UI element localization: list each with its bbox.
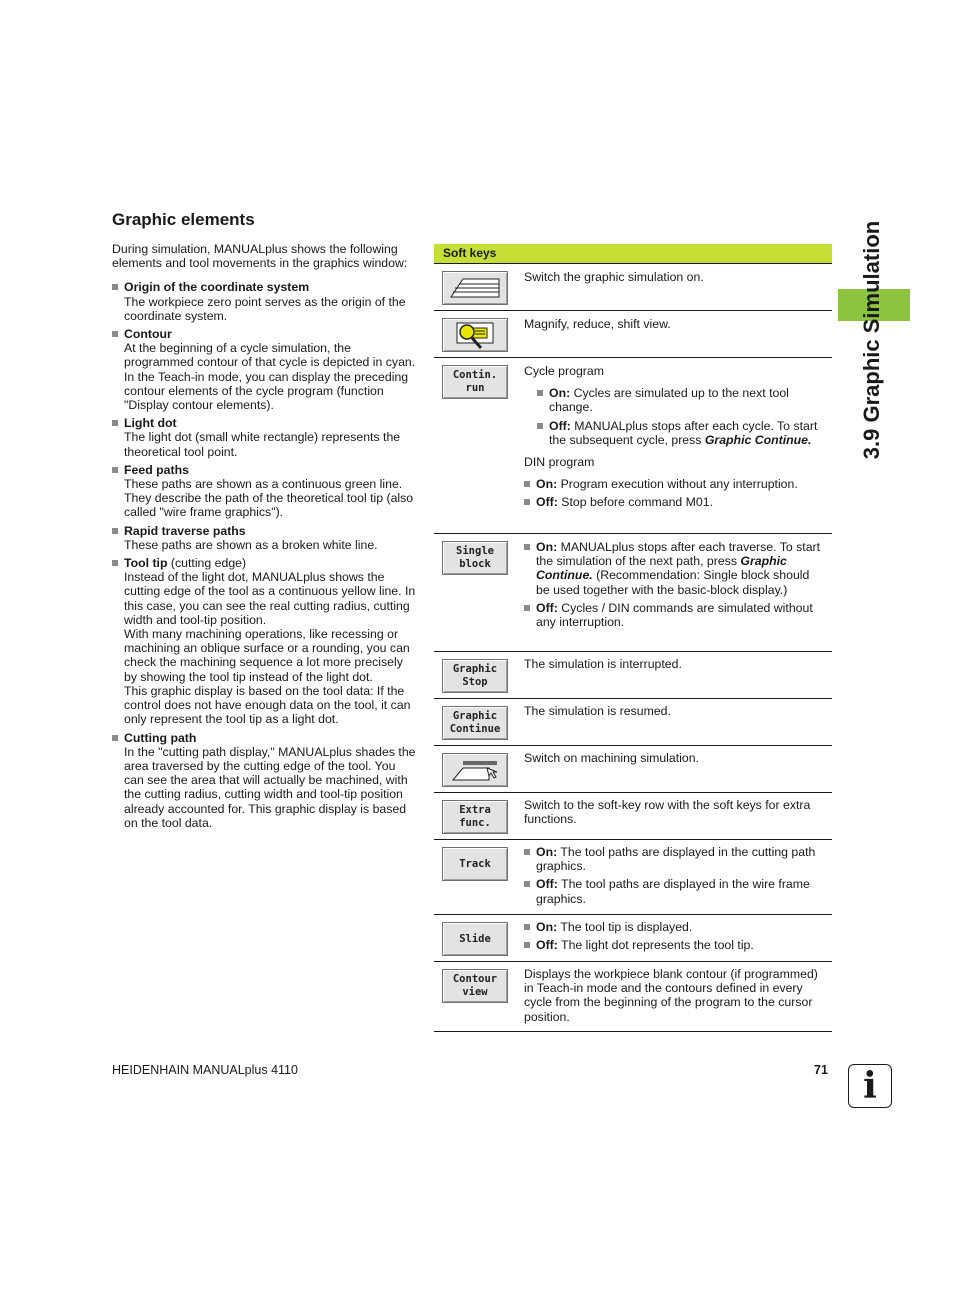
item-text: The light dot (small white rectangle) represents the theoretical tool point. — [124, 430, 401, 459]
bullet-icon — [112, 467, 118, 473]
option-text: The tool paths are displayed in the cutting path graphics. — [536, 845, 816, 874]
softkey-label: Stop — [462, 676, 488, 688]
list-item — [112, 731, 416, 830]
bullet-icon — [112, 284, 118, 290]
option-label: On: — [536, 845, 558, 859]
magnify-icon — [453, 320, 497, 350]
row-description: Displays the workpiece blank contour (if programmed) in Teach-in mode and the contours defined in every cycle from the beginning of the program to the cursor position. — [524, 967, 818, 1024]
slide-softkey[interactable] — [442, 922, 508, 956]
option-label: Off: — [536, 877, 558, 892]
bullet-icon — [524, 849, 530, 855]
item-text: In the "cutting path display," MANUALplus shades the area traversed by the cutting edge of the tool. You can see the area that will actually be machined, with the cutting radius, cutting width and tool-tip position already accounted for. This graphic display is based on the tool data. — [124, 744, 416, 830]
extra-func-softkey[interactable] — [442, 800, 508, 834]
option-text: MANUALplus stops after each cycle. To start the subsequent cycle, press — [549, 418, 818, 447]
item-heading: Cutting path — [124, 730, 197, 745]
item-text: With many machining operations, like recessing or machining an oblique surface or a rounding, you can check the machining sequence a lot more precisely by showing the tool tip instead of the light dot. — [124, 627, 410, 684]
bullet-icon — [112, 528, 118, 534]
option-text: Program execution without any interruption. — [557, 477, 798, 492]
intro-text: During simulation, MANUALplus shows the following elements and tool movements in the graphics window: — [112, 242, 408, 271]
option-label: On: — [536, 477, 558, 492]
track-softkey[interactable] — [442, 847, 508, 881]
bullet-icon — [112, 560, 118, 566]
row-description: DIN program — [524, 455, 595, 470]
option-text: Cycles are simulated up to the next tool change. — [549, 386, 789, 415]
item-text: This graphic display is based on the tool data: If the control does not have enough data on the tool, it can only represent the tool tip as a light dot. — [124, 683, 411, 727]
table-row — [434, 264, 832, 311]
softkey-label: Continue — [449, 723, 501, 735]
contour-view-softkey[interactable] — [442, 969, 508, 1003]
item-heading: Light dot — [124, 416, 177, 431]
magnify-softkey[interactable] — [442, 318, 508, 352]
machining-simulation-icon — [449, 756, 501, 784]
softkey-label: view — [462, 986, 488, 998]
option-text: Cycles / DIN commands are simulated without any interruption. — [536, 600, 813, 630]
item-text: The workpiece zero point serves as the origin of the coordinate system. — [124, 294, 406, 323]
footer-product: HEIDENHAIN MANUALplus 4110 — [112, 1063, 298, 1077]
table-row — [434, 311, 832, 358]
option-emphasis: Graphic Continue. — [704, 432, 812, 447]
softkey-label: Graphic — [452, 710, 498, 722]
left-column — [112, 242, 416, 834]
item-heading: Origin of the coordinate system — [124, 280, 310, 295]
bullet-icon — [524, 924, 530, 930]
single-block-softkey[interactable] — [442, 541, 508, 575]
item-heading-suffix: (cutting edge) — [167, 556, 247, 571]
row-description: Magnify, reduce, shift view. — [524, 317, 671, 331]
machining-simulation-softkey[interactable] — [442, 753, 508, 787]
option-text: The tool paths are displayed in the wire frame graphics. — [536, 877, 810, 906]
row-description: The simulation is resumed. — [524, 704, 671, 718]
softkey-label: Contin. — [452, 369, 498, 381]
list-item — [112, 463, 416, 520]
table-header: Soft keys — [434, 244, 832, 264]
table-row — [434, 840, 832, 915]
list-item — [112, 280, 416, 323]
list-item — [112, 327, 416, 412]
bullet-icon — [524, 499, 530, 505]
chapter-title: 3.9 Graphic Simulation — [859, 220, 884, 460]
bullet-icon — [537, 423, 543, 429]
bullet-icon — [112, 331, 118, 337]
off-option — [524, 495, 826, 509]
bullet-icon — [524, 605, 530, 611]
off-option — [524, 938, 826, 952]
softkey-label: Contour — [452, 973, 498, 985]
option-text: The light dot represents the tool tip. — [557, 938, 754, 953]
off-option — [524, 877, 826, 905]
on-option — [524, 477, 826, 491]
option-label: Off: — [536, 495, 558, 510]
option-text: The tool tip is displayed. — [557, 920, 693, 934]
bullet-icon — [524, 942, 530, 948]
bullet-icon — [112, 420, 118, 426]
row-description: Switch the graphic simulation on. — [524, 270, 704, 284]
section-title: Graphic elements — [112, 210, 255, 229]
list-item — [112, 416, 416, 459]
bullet-icon — [524, 544, 530, 550]
softkey-label: func. — [459, 817, 491, 829]
simulation-softkey[interactable] — [442, 271, 508, 305]
option-label: Off: — [549, 418, 571, 433]
option-label: On: — [536, 540, 558, 554]
table-row — [434, 652, 832, 699]
bullet-icon — [524, 881, 530, 887]
graphic-stop-softkey[interactable] — [442, 659, 508, 693]
softkey-label: Graphic — [452, 663, 498, 675]
simulation-lines-icon — [449, 276, 501, 300]
table-row — [434, 358, 832, 534]
info-icon: i — [848, 1064, 892, 1108]
item-heading: Feed paths — [124, 462, 189, 477]
bullet-icon — [112, 735, 118, 741]
item-heading: Contour — [124, 327, 172, 342]
option-label: Off: — [536, 938, 558, 953]
softkey-label: run — [465, 382, 485, 394]
bullet-icon — [537, 390, 543, 396]
table-row — [434, 699, 832, 746]
row-description: The simulation is interrupted. — [524, 657, 682, 671]
off-option — [537, 419, 826, 447]
row-description: Cycle program — [524, 364, 604, 378]
item-text: At the beginning of a cycle simulation, the programmed contour of that cycle is depicted in cyan. In the Teach-in mode, you can display the preceding contour elements of the cycle program (function "Display contour elements). — [124, 341, 416, 413]
page-number: 71 — [814, 1063, 828, 1077]
softkey-label: Extra — [459, 804, 491, 816]
list-item — [112, 556, 416, 726]
option-text: (Recommendation: Single block should be used together with the basic-block display.) — [536, 568, 810, 597]
option-label: On: — [536, 920, 558, 934]
contin-run-softkey[interactable] — [442, 365, 508, 399]
softkey-label: block — [459, 558, 491, 570]
softkey-label: Single — [456, 545, 494, 557]
item-heading: Tool tip — [124, 556, 168, 571]
off-option — [524, 601, 826, 629]
item-text: These paths are shown as a broken white line. — [124, 537, 378, 552]
row-description: Switch on machining simulation. — [524, 751, 699, 765]
option-label: Off: — [536, 600, 558, 615]
on-option — [524, 845, 826, 873]
option-emphasis: Graphic Continue. — [536, 554, 787, 583]
item-text: Instead of the light dot, MANUALplus shows the cutting edge of the tool as a continuous yellow line. In this case, you can see the real cutting radius, cutting width and tool-tip position. — [124, 570, 416, 627]
table-row — [434, 915, 832, 962]
on-option — [537, 386, 826, 414]
graphic-continue-softkey[interactable] — [442, 706, 508, 740]
table-row — [434, 746, 832, 793]
on-option — [524, 540, 826, 597]
item-text: These paths are shown as a continuous green line. They describe the path of the theoretical tool tip (also called "wire frame graphics"). — [124, 477, 414, 520]
bullet-icon — [524, 481, 530, 487]
table-row — [434, 793, 832, 840]
on-option — [524, 920, 826, 934]
softkey-label: Slide — [459, 932, 491, 945]
option-text: MANUALplus stops after each traverse. To start the simulation of the next path, press — [536, 540, 821, 569]
option-text: Stop before command M01. — [557, 495, 714, 510]
item-heading: Rapid traverse paths — [124, 523, 246, 538]
softkey-table — [434, 244, 832, 1032]
softkey-label: Track — [459, 857, 491, 870]
table-row — [434, 534, 832, 652]
table-row — [434, 962, 832, 1032]
option-label: On: — [549, 386, 571, 401]
list-item — [112, 524, 416, 552]
row-description: Switch to the soft-key row with the soft keys for extra functions. — [524, 798, 811, 827]
